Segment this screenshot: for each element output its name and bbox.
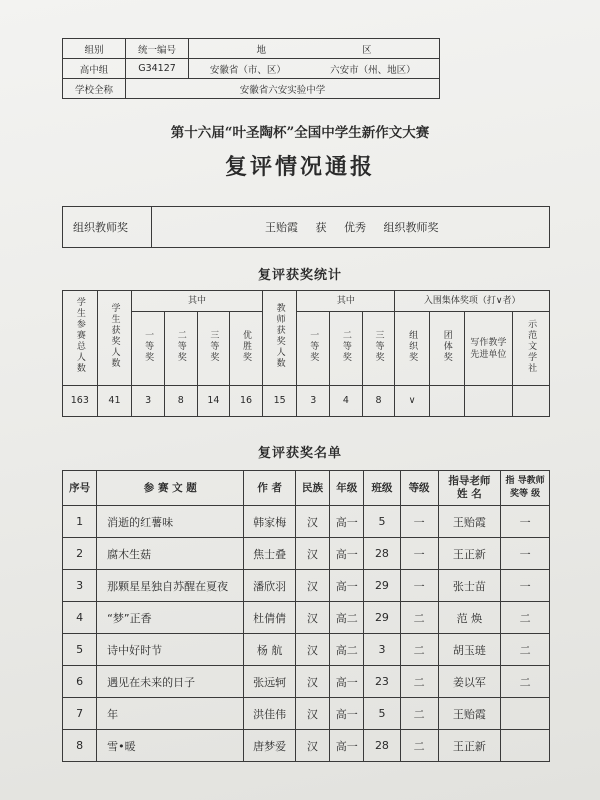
cell-topic: 年 [97, 698, 244, 730]
cell-teacher-level: 一 [501, 570, 550, 602]
table-row [63, 634, 550, 666]
award-name: 组织教师奖 [383, 221, 439, 234]
cell-level: 一 [400, 506, 438, 538]
v-first: 3 [132, 386, 165, 417]
cell-teacher-level: 二 [501, 602, 550, 634]
cell-topic: 那颗星星独自苏醒在夏夜 [97, 570, 244, 602]
cell-class: 5 [364, 698, 400, 730]
cell-teacher: 胡玉琏 [438, 634, 501, 666]
v-team-award [429, 386, 464, 417]
cell-ethnicity: 汉 [295, 634, 329, 666]
h-first-text: 一等奖 [143, 329, 154, 363]
contest-title: 第十六届“叶圣陶杯”全国中学生新作文大赛 [170, 125, 430, 141]
cell-teacher-level [501, 730, 550, 762]
h-teachers-awarded-text: 教师获奖人数 [274, 302, 285, 369]
cell-level: 二 [400, 602, 438, 634]
cell-teacher-level: 二 [501, 634, 550, 666]
cell-ethnicity: 汉 [295, 570, 329, 602]
cell-teacher: 张士苗 [438, 570, 501, 602]
cell-author: 洪佳伟 [244, 698, 296, 730]
col-teacher-text: 指导老师姓 名 [448, 475, 491, 500]
v-model-society [513, 386, 550, 417]
v-third: 14 [197, 386, 230, 417]
cell-no: 7 [63, 698, 97, 730]
cell-no: 6 [63, 666, 97, 698]
teacher-award-label: 组织教师奖 [63, 207, 152, 248]
v-t-second: 4 [330, 386, 363, 417]
cell-teacher: 姜以军 [438, 666, 501, 698]
cell-grade: 高一 [330, 698, 364, 730]
col-class: 班级 [364, 471, 400, 506]
cell-grade: 高一 [330, 570, 364, 602]
v-teachers-awarded: 15 [262, 386, 297, 417]
cell-no: 8 [63, 730, 97, 762]
cell-teacher: 王贻霞 [438, 506, 501, 538]
col-level: 等级 [400, 471, 438, 506]
h-org-award [395, 312, 430, 386]
cell-topic: “梦”正香 [97, 602, 244, 634]
cell-teacher: 范 焕 [438, 602, 501, 634]
h-model-society [513, 312, 550, 386]
cell-class: 5 [364, 506, 400, 538]
h-among: 其中 [132, 291, 263, 312]
h-excellent-text: 优胜奖 [241, 329, 251, 363]
h-t-second-text: 二等奖 [340, 329, 351, 363]
h-students-total-text: 学生参赛总人数 [74, 297, 85, 374]
h-students-awarded [97, 291, 132, 386]
cell-author: 杜倩倩 [244, 602, 296, 634]
table-row [63, 538, 550, 570]
cell-class: 29 [364, 570, 400, 602]
cell-class: 23 [364, 666, 400, 698]
school-info-table [62, 38, 440, 99]
cell-author: 焦士叠 [244, 538, 296, 570]
award-got: 获 [315, 221, 327, 234]
v-students-awarded: 41 [97, 386, 132, 417]
cell-no: 4 [63, 602, 97, 634]
cell-grade: 高一 [330, 666, 364, 698]
award-level: 优秀 [344, 221, 366, 234]
cell-ethnicity: 汉 [295, 698, 329, 730]
school-value: 安徽省六安实验中学 [126, 79, 440, 99]
cell-level: 二 [400, 666, 438, 698]
cell-grade: 高一 [330, 730, 364, 762]
teacher-award-table [62, 206, 550, 248]
h-third [197, 312, 230, 386]
h-model-society-text: 示范文学社 [526, 318, 537, 374]
h-among2: 其中 [297, 291, 395, 312]
v-org-award: ∨ [395, 386, 430, 417]
h-students-total [63, 291, 98, 386]
col-grade: 年级 [330, 471, 364, 506]
award-teacher-name: 王贻霞 [265, 221, 298, 234]
v-t-third: 8 [362, 386, 395, 417]
cell-teacher: 王正新 [438, 730, 501, 762]
cell-class: 28 [364, 538, 400, 570]
cell-topic: 腐木生菇 [97, 538, 244, 570]
v-second: 8 [164, 386, 197, 417]
cell-ethnicity: 汉 [295, 666, 329, 698]
h-group-award: 入围集体奖项（打∨者） [395, 291, 550, 312]
cell-teacher-level [501, 698, 550, 730]
table-row [63, 666, 550, 698]
header-region-a: 地 [256, 44, 266, 56]
cell-author: 韩家梅 [244, 506, 296, 538]
stats-table [62, 290, 550, 417]
cell-teacher-level: 一 [501, 506, 550, 538]
cell-class: 29 [364, 602, 400, 634]
report-title: 复评情况通报 [224, 154, 375, 180]
h-advanced-unit [464, 312, 513, 386]
cell-author: 杨 航 [244, 634, 296, 666]
cell-no: 5 [63, 634, 97, 666]
table-row [63, 506, 550, 538]
cell-teacher-level: 一 [501, 538, 550, 570]
cell-grade: 高二 [330, 634, 364, 666]
teacher-award-value [153, 207, 550, 248]
cell-level: 二 [400, 634, 438, 666]
list-title: 复评获奖名单 [257, 446, 342, 461]
h-second [164, 312, 197, 386]
cell-ethnicity: 汉 [295, 538, 329, 570]
group-value: 高中组 [63, 59, 126, 79]
header-region [189, 39, 440, 59]
table-row [63, 570, 550, 602]
cell-no: 2 [63, 538, 97, 570]
cell-author: 张远轲 [244, 666, 296, 698]
award-list-body [63, 506, 550, 762]
cell-teacher: 王正新 [438, 538, 501, 570]
header-group: 组别 [63, 39, 126, 59]
cell-topic: 诗中好时节 [97, 634, 244, 666]
table-row [63, 730, 550, 762]
cell-teacher: 王贻霞 [438, 698, 501, 730]
cell-grade: 高一 [330, 538, 364, 570]
h-students-awarded-text: 学生获奖人数 [109, 302, 120, 369]
col-author: 作 者 [244, 471, 296, 506]
cell-author: 潘欣羽 [244, 570, 296, 602]
col-teacher [438, 471, 501, 506]
cell-topic: 雪•暖 [97, 730, 244, 762]
h-second-text: 二等奖 [175, 329, 186, 363]
v-students-total: 163 [63, 386, 98, 417]
cell-ethnicity: 汉 [295, 730, 329, 762]
cell-topic: 消逝的红薯味 [97, 506, 244, 538]
v-excellent: 16 [230, 386, 263, 417]
h-first [132, 312, 165, 386]
cell-grade: 高一 [330, 506, 364, 538]
code-value: G34127 [126, 59, 189, 79]
table-row [63, 602, 550, 634]
stats-title: 复评获奖统计 [257, 268, 342, 283]
cell-ethnicity: 汉 [295, 602, 329, 634]
cell-level: 二 [400, 698, 438, 730]
h-t-second [330, 312, 363, 386]
table-row [63, 698, 550, 730]
col-teacher-level [501, 471, 550, 506]
province-value: 安徽省（市、区） [189, 59, 307, 79]
cell-level: 二 [400, 730, 438, 762]
cell-topic: 遇见在未来的日子 [97, 666, 244, 698]
cell-author: 唐梦爱 [244, 730, 296, 762]
cell-teacher-level: 二 [501, 666, 550, 698]
h-team-award [429, 312, 464, 386]
header-region-b: 区 [362, 44, 372, 56]
cell-no: 1 [63, 506, 97, 538]
school-label: 学校全称 [63, 79, 126, 99]
h-excellent [230, 312, 263, 386]
cell-level: 一 [400, 570, 438, 602]
h-t-first-text: 一等奖 [308, 329, 319, 363]
v-advanced-unit [464, 386, 513, 417]
header-code: 统一编号 [126, 39, 189, 59]
cell-no: 3 [63, 570, 97, 602]
col-ethnicity: 民族 [295, 471, 329, 506]
cell-ethnicity: 汉 [295, 506, 329, 538]
cell-grade: 高二 [330, 602, 364, 634]
h-org-award-text: 组织奖 [407, 329, 418, 363]
h-t-third-text: 三等奖 [373, 329, 384, 363]
city-value: 六安市（州、地区） [307, 59, 440, 79]
h-t-first [297, 312, 330, 386]
col-topic: 参 赛 文 题 [97, 471, 244, 506]
v-t-first: 3 [297, 386, 330, 417]
h-t-third [362, 312, 395, 386]
cell-class: 28 [364, 730, 400, 762]
cell-class: 3 [364, 634, 400, 666]
award-list-table [62, 470, 550, 762]
h-teachers-awarded [262, 291, 297, 386]
h-advanced-unit-text: 写作教学先进单位 [470, 337, 507, 360]
col-no: 序号 [63, 471, 97, 506]
col-teacher-level-text: 指 导教师奖等 级 [505, 476, 545, 499]
h-team-award-text: 团体奖 [441, 329, 452, 363]
h-third-text: 三等奖 [208, 329, 219, 363]
cell-level: 一 [400, 538, 438, 570]
